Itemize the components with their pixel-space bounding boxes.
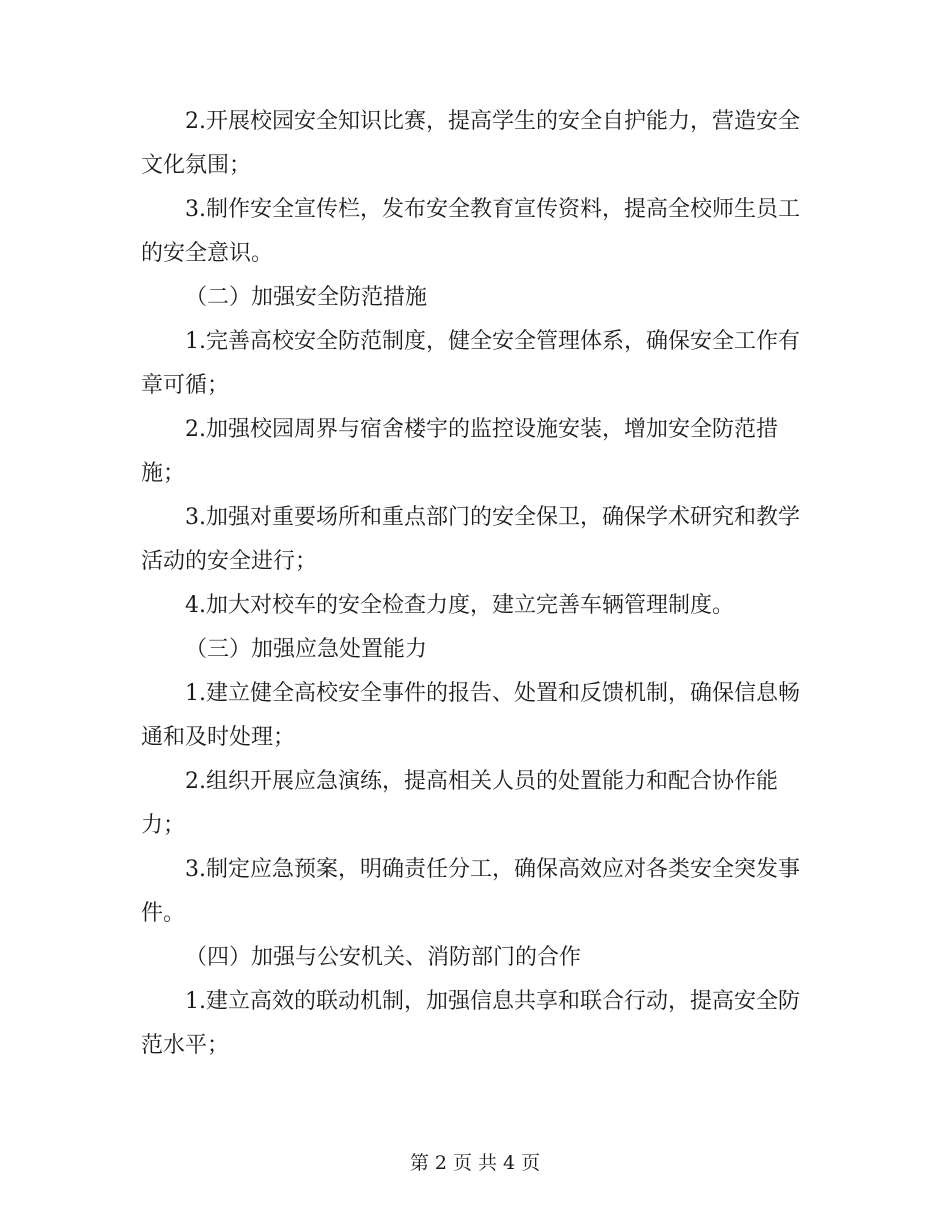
paragraph-item: 2.开展校园安全知识比赛，提高学生的安全自护能力，营造安全文化氛围；	[141, 109, 800, 178]
section-heading: （二）加强安全防范措施	[185, 285, 428, 310]
section-heading: （四）加强与公安机关、消防部门的合作	[185, 945, 582, 970]
section-heading: （三）加强应急处置能力	[185, 637, 428, 662]
paragraph-item: 2.加强校园周界与宿舍楼宇的监控设施安装，增加安全防范措施；	[141, 417, 778, 486]
paragraph-item: 1.建立健全高校安全事件的报告、处置和反馈机制，确保信息畅通和及时处理；	[141, 681, 800, 750]
paragraph-item: 3.制作安全宣传栏，发布安全教育宣传资料，提高全校师生员工的安全意识。	[141, 197, 800, 266]
paragraph-item: 2.组织开展应急演练，提高相关人员的处置能力和配合协作能力；	[141, 769, 778, 838]
page-footer: 第 2 页 共 4 页	[409, 1152, 541, 1174]
paragraph-item: 3.加强对重要场所和重点部门的安全保卫，确保学术研究和教学活动的安全进行；	[141, 505, 800, 574]
paragraph-item: 4.加大对校车的安全检查力度，建立完善车辆管理制度。	[185, 593, 734, 618]
paragraph-item: 1.建立高效的联动机制，加强信息共享和联合行动，提高安全防范水平；	[141, 989, 800, 1058]
paragraph-item: 1.完善高校安全防范制度，健全安全管理体系，确保安全工作有章可循；	[141, 329, 800, 398]
paragraph-item: 3.制定应急预案，明确责任分工，确保高效应对各类安全突发事件。	[141, 857, 800, 926]
